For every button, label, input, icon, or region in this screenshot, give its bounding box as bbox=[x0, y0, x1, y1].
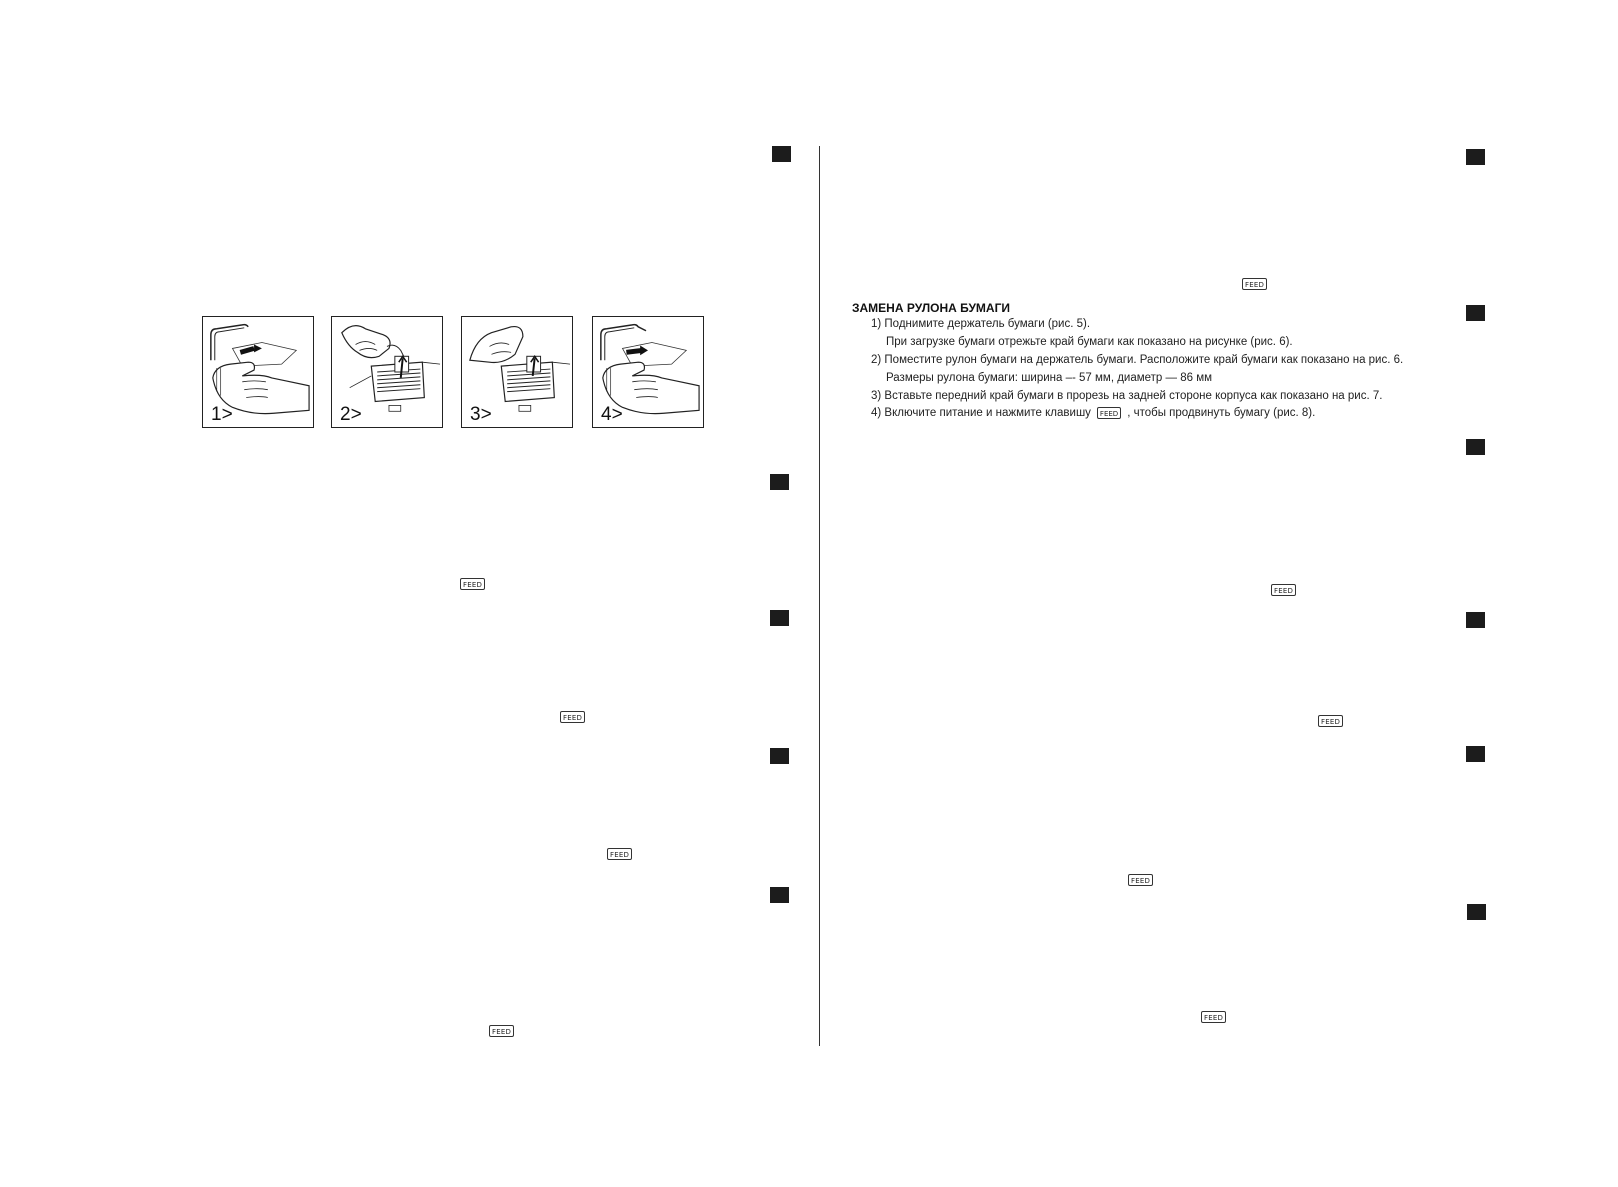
instruction-line-4-start: 4) Включите питание и нажмите клавишу bbox=[871, 407, 1091, 420]
instruction-line-4 bbox=[871, 407, 1315, 419]
feed-key-icon: FEED bbox=[460, 578, 485, 590]
feed-key-icon: FEED bbox=[1097, 407, 1121, 419]
section-title: ЗАМЕНА РУЛОНА БУМАГИ bbox=[852, 301, 1011, 315]
feed-key-icon: FEED bbox=[489, 1025, 514, 1037]
section-marker-left-5 bbox=[770, 887, 789, 903]
section-marker-right-6 bbox=[1467, 904, 1486, 920]
feed-key-icon: FEED bbox=[560, 711, 585, 723]
figure-label: 2> bbox=[340, 404, 362, 425]
figure-step-1 bbox=[202, 316, 314, 428]
feed-key-icon: FEED bbox=[1318, 715, 1343, 727]
figure-step-4 bbox=[592, 316, 704, 428]
section-marker-right-5 bbox=[1466, 746, 1485, 762]
instruction-line-1-note: При загрузке бумаги отрежьте край бумаги как показано на рисунке (рис. 6). bbox=[886, 336, 1293, 348]
section-marker-left-1 bbox=[772, 146, 791, 162]
figure-label: 4> bbox=[601, 404, 623, 425]
feed-key-icon: FEED bbox=[1242, 278, 1267, 290]
feed-key-icon: FEED bbox=[607, 848, 632, 860]
instruction-line-1: 1) Поднимите держатель бумаги (рис. 5). bbox=[871, 318, 1091, 330]
section-marker-left-2 bbox=[770, 474, 789, 490]
figure-label: 1> bbox=[211, 404, 233, 425]
instruction-line-2: 2) Поместите рулон бумаги на держатель бумаги. Расположите край бумаги как показано на рис. 6. bbox=[871, 354, 1404, 366]
figure-step-2 bbox=[331, 316, 443, 428]
instruction-line-3: 3) Вставьте передний край бумаги в прорезь на задней стороне корпуса как показано на рис. 7. bbox=[871, 390, 1383, 402]
section-marker-left-4 bbox=[770, 748, 789, 764]
section-marker-right-3 bbox=[1466, 439, 1485, 455]
section-marker-right-4 bbox=[1466, 612, 1485, 628]
section-marker-right-2 bbox=[1466, 305, 1485, 321]
feed-key-icon: FEED bbox=[1201, 1011, 1226, 1023]
column-divider bbox=[819, 146, 820, 1046]
section-marker-right-1 bbox=[1466, 149, 1485, 165]
instruction-line-2-note: Размеры рулона бумаги: ширина –- 57 мм, диаметр — 86 мм bbox=[886, 372, 1213, 384]
figure-step-3 bbox=[461, 316, 573, 428]
instruction-line-4-end: , чтобы продвинуть бумагу (рис. 8). bbox=[1127, 407, 1316, 420]
figure-label: 3> bbox=[470, 404, 492, 425]
feed-key-icon: FEED bbox=[1128, 874, 1153, 886]
feed-key-icon: FEED bbox=[1271, 584, 1296, 596]
section-marker-left-3 bbox=[770, 610, 789, 626]
